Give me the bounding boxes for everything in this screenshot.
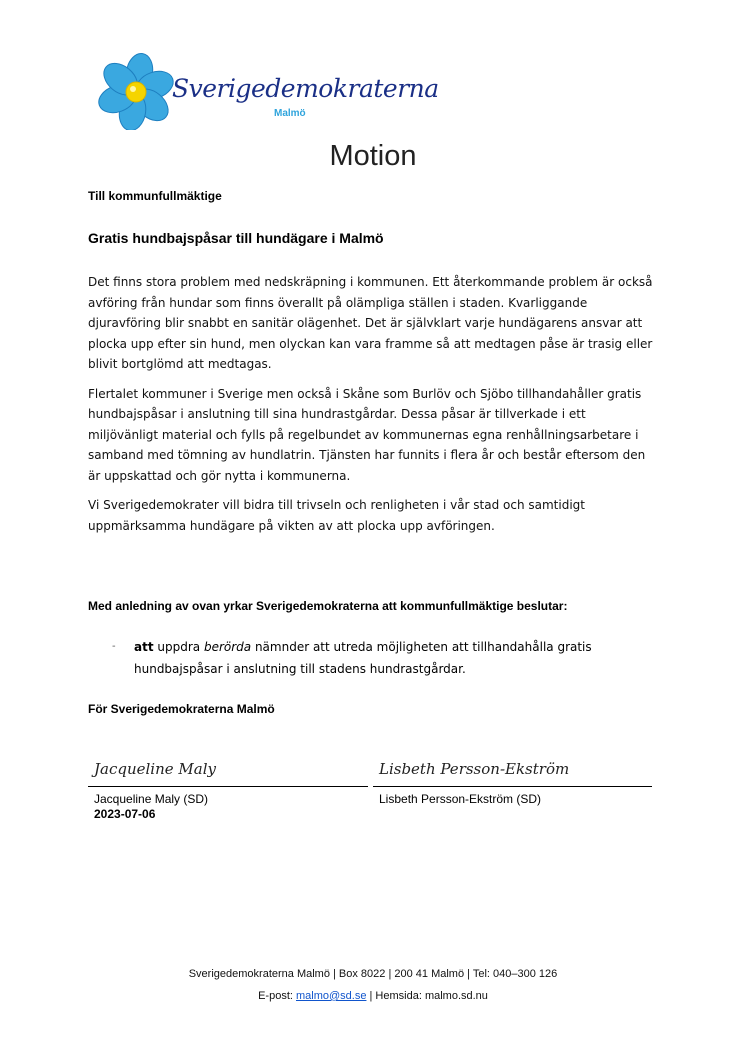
signature-date: 2023-07-06	[94, 807, 156, 821]
body-paragraph: Flertalet kommuner i Sverige men också i Skåne som Burlöv och Sjöbo tillhandahåller gratis hundbajspåsar i anslutning till sina hundrastgårdar. Dessa påsar är tillverkade i ett miljövänligt material och fylls på regelbundet av kommunernas egna renhållningsarbetare i samband med tömning av hundlatrin. Tjänsten har funnits i flera år och består eftersom den är uppskattad och gör nytta i kommunerna.	[88, 386, 646, 483]
flower-center-icon	[126, 82, 146, 102]
signoff: För Sverigedemokraterna Malmö	[88, 702, 275, 716]
signature-line	[373, 786, 652, 787]
bullet-dash: -	[112, 641, 116, 652]
signature-block-2	[373, 760, 652, 806]
logo-wordmark: Sverigedemokraterna	[172, 74, 439, 103]
body-paragraph: Vi Sverigedemokrater vill bidra till trivseln och renligheten i vår stad och samtidigt uppmärksamma hundägare på vikten av att plocka upp avföringen.	[88, 498, 585, 533]
footer-address: Sverigedemokraterna Malmö | Box 8022 | 200 41 Malmö | Tel: 040–300 126	[188, 968, 558, 980]
proposal-intro: Med anledning av ovan yrkar Sverigedemokraterna att kommunfullmäktige beslutar:	[88, 599, 568, 613]
proposal-emphasis: berörda	[203, 640, 252, 654]
handwritten-signature: Lisbeth Persson-Ekström	[379, 760, 570, 778]
flower-icon	[96, 52, 176, 130]
handwritten-signature: Jacqueline Maly	[94, 760, 216, 778]
proposal-text: att uppdra berörda nämnder att utreda möjligheten att tillhandahålla gratis hundbajspåsar i anslutning till stadens hundrastgårdar.	[134, 640, 592, 676]
signature-block-1	[88, 760, 368, 821]
signatory-name: Lisbeth Persson-Ekström (SD)	[379, 792, 542, 806]
body-paragraph: Det finns stora problem med nedskräpning i kommunen. Ett återkommande problem är också avföring från hundar som finns överallt på olämpliga ställen i staden. Kvarliggande djuravföring blir snabbt en sanitär olägenhet. Det är självklart varje hundägarens ansvar att plocka upp efter sin hund, men olyckan kan vara framme så att medtagen påse är trasig eller blivit bortglömd att medtagas.	[88, 275, 653, 371]
document-title: Motion	[329, 140, 417, 172]
motion-body	[88, 272, 658, 545]
party-logo	[96, 52, 439, 130]
signature-line	[88, 786, 368, 787]
signatory-name: Jacqueline Maly (SD)	[94, 792, 209, 806]
email-link[interactable]: malmo@sd.se	[295, 990, 367, 1002]
motion-subject: Gratis hundbajspåsar till hundägare i Malmö	[88, 230, 384, 246]
addressee: Till kommunfullmäktige	[88, 189, 222, 203]
proposal-keyword: att	[134, 640, 154, 654]
logo-city: Malmö	[274, 108, 306, 119]
footer-contact: E-post: malmo@sd.se | Hemsida: malmo.sd.nu	[258, 990, 488, 1002]
